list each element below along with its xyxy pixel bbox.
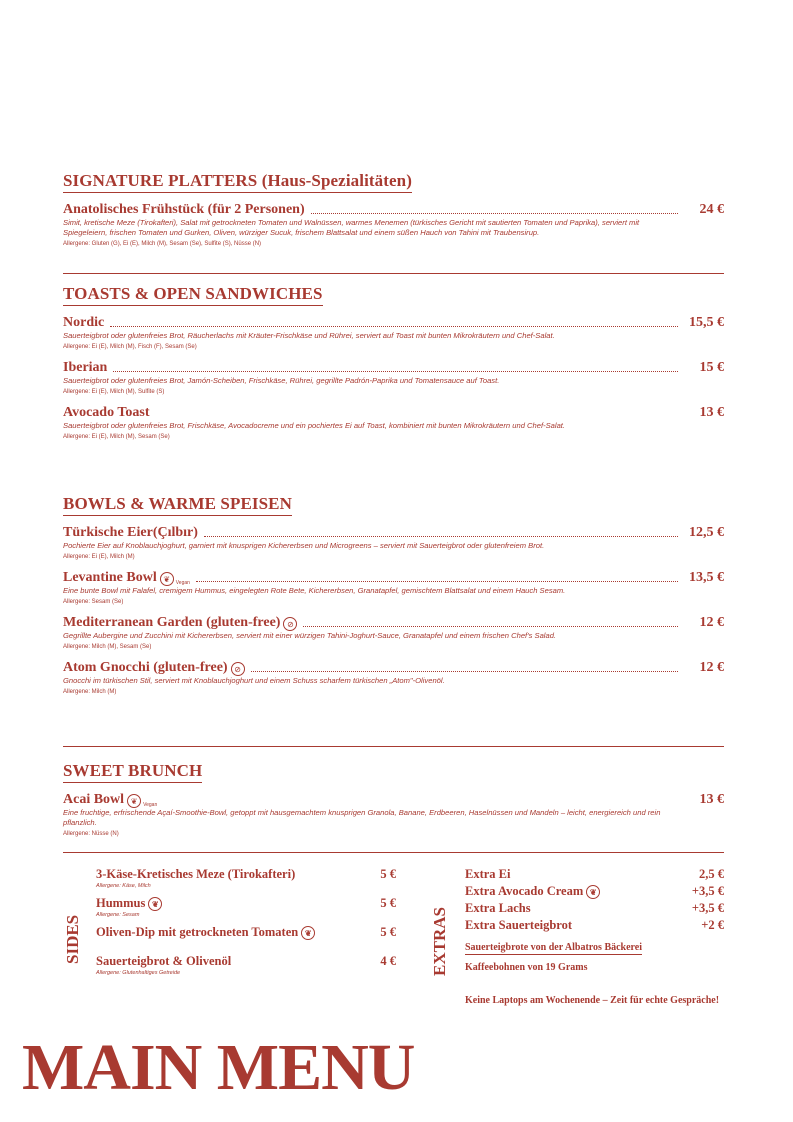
extra-item bbox=[465, 884, 724, 899]
side-allergens: Allergene: Sesam bbox=[96, 912, 140, 919]
section-bowls bbox=[63, 494, 724, 697]
item-price: 13 € bbox=[699, 405, 724, 420]
item-name: Acai Bowl bbox=[63, 792, 125, 807]
item-description: Sauerteigbrot oder glutenfreies Brot, Räucherlachs mit Kräuter-Frischkäse und Rührei, serviert auf Toast mit bunten Mikrokräutern und Chef-Salat. bbox=[63, 331, 555, 340]
side-name: Oliven-Dip mit getrockneten Tomaten bbox=[96, 925, 299, 939]
section-title: BOWLS & WARME SPEISEN bbox=[63, 494, 292, 516]
side-item bbox=[96, 867, 396, 889]
item-description: Pochierte Eier auf Knoblauchjoghurt, garniert mit knusprigen Kichererbsen und Microgreens – serviert mit Sauerteigbrot oder glutenfreiem Brot. bbox=[63, 541, 545, 550]
item-description: Sauerteigbrot oder glutenfreies Brot, Jamón-Scheiben, Frischkäse, Rührei, gegrillte Padrón-Paprika und Tomatensauce auf Toast. bbox=[63, 376, 500, 385]
extras-label: EXTRAS bbox=[430, 907, 449, 976]
extra-price: +2 € bbox=[701, 918, 724, 932]
menu-item bbox=[63, 315, 724, 352]
item-price: 12,5 € bbox=[689, 525, 724, 540]
extra-price: +3,5 € bbox=[691, 884, 724, 898]
item-price: 13 € bbox=[699, 792, 724, 807]
item-price: 13,5 € bbox=[689, 570, 724, 585]
leader-dots bbox=[196, 581, 678, 582]
side-item bbox=[96, 896, 396, 918]
item-allergens: Allergene: Ei (E), Milch (M) bbox=[63, 554, 135, 560]
leader-dots bbox=[155, 416, 678, 417]
leader-dots bbox=[251, 671, 678, 672]
extra-name: Extra Sauerteigbrot bbox=[465, 918, 573, 932]
item-price: 15 € bbox=[699, 360, 724, 375]
leader-dots bbox=[110, 326, 678, 327]
extra-name: Extra Ei bbox=[465, 867, 511, 881]
section-toasts bbox=[63, 284, 724, 442]
menu-item bbox=[63, 405, 724, 442]
divider bbox=[63, 746, 724, 747]
section-signature bbox=[63, 171, 724, 249]
item-name: Türkische Eier(Çılbır) bbox=[63, 525, 198, 540]
item-allergens: Allergene: Sesam (Se) bbox=[63, 599, 124, 605]
side-price: 4 € bbox=[380, 954, 396, 968]
item-name: Atom Gnocchi (gluten-free) bbox=[63, 660, 228, 675]
side-item bbox=[96, 954, 396, 976]
item-name: Anatolisches Frühstück (für 2 Personen) bbox=[63, 202, 305, 217]
item-allergens: Allergene: Gluten (G), Ei (E), Milch (M), Sesam (Se), Sulfite (S), Nüsse (N) bbox=[63, 241, 262, 247]
item-description: Gegrillte Aubergine und Zucchini mit Kichererbsen, serviert mit einer würzigen Tahini-Joghurt-Sauce, Granatapfel und einem frischen Chef's Salad. bbox=[63, 631, 557, 640]
vegan-label: Vegan bbox=[143, 802, 158, 808]
item-price: 12 € bbox=[699, 615, 724, 630]
item-name: Nordic bbox=[63, 315, 105, 330]
extra-name: Extra Lachs bbox=[465, 901, 531, 915]
menu-item bbox=[63, 525, 724, 562]
section-title: TOASTS & OPEN SANDWICHES bbox=[63, 284, 323, 306]
item-name: Iberian bbox=[63, 360, 108, 375]
leader-dots bbox=[163, 803, 678, 804]
extra-item bbox=[465, 918, 724, 933]
vegan-icon: ❦ bbox=[127, 794, 141, 808]
item-allergens: Allergene: Ei (E), Milch (M), Fisch (F), Sesam (Se) bbox=[63, 344, 197, 350]
side-price: 5 € bbox=[380, 867, 396, 881]
leader-dots bbox=[113, 371, 678, 372]
item-allergens: Allergene: Nüsse (N) bbox=[63, 831, 119, 837]
extra-price: +3,5 € bbox=[691, 901, 724, 915]
leader-dots bbox=[311, 213, 678, 214]
item-name: Levantine Bowl bbox=[63, 570, 157, 585]
section-title: SWEET BRUNCH bbox=[63, 761, 202, 783]
sides-label: SIDES bbox=[63, 914, 82, 964]
page-title: MAIN MENU bbox=[22, 1031, 415, 1104]
item-price: 24 € bbox=[699, 202, 724, 217]
side-name: Hummus bbox=[96, 896, 146, 910]
menu-item bbox=[63, 660, 724, 697]
side-price: 5 € bbox=[380, 896, 396, 910]
vegan-icon: ❦ bbox=[301, 926, 315, 940]
side-name: 3-Käse-Kretisches Meze (Tirokafteri) bbox=[96, 867, 296, 881]
leader-dots bbox=[204, 536, 678, 537]
section-brunch bbox=[63, 761, 724, 839]
coffee-note: Kaffeebohnen von 19 Grams bbox=[465, 962, 588, 973]
section-title: SIGNATURE PLATTERS (Haus-Spezialitäten) bbox=[63, 171, 412, 193]
extra-price: 2,5 € bbox=[699, 867, 724, 881]
laptop-note: Keine Laptops am Wochenende – Zeit für echte Gespräche! bbox=[465, 995, 720, 1006]
item-allergens: Allergene: Milch (M) bbox=[63, 689, 117, 695]
bakery-note: Sauerteigbrote von der Albatros Bäckerei bbox=[465, 942, 643, 953]
menu-item bbox=[63, 792, 724, 839]
vegan-icon: ❦ bbox=[160, 572, 174, 586]
item-allergens: Allergene: Ei (E), Milch (M), Sulfite (S) bbox=[63, 389, 165, 395]
divider bbox=[63, 273, 724, 274]
item-price: 12 € bbox=[699, 660, 724, 675]
menu-item bbox=[63, 570, 724, 607]
extra-name: Extra Avocado Cream bbox=[465, 884, 584, 898]
side-allergens: Allergene: Glutenhaltiges Getreide bbox=[96, 970, 181, 976]
item-description: Gnocchi im türkischen Stil, serviert mit Knoblauchjoghurt und einem Schuss scharfem türkischen „Atom"-Olivenöl. bbox=[63, 676, 445, 685]
gluten-free-icon: ⊘ bbox=[283, 617, 297, 631]
side-name: Sauerteigbrot & Olivenöl bbox=[96, 954, 232, 968]
item-name: Mediterranean Garden (gluten-free) bbox=[63, 615, 281, 630]
extra-item bbox=[465, 901, 724, 916]
extra-item bbox=[465, 867, 724, 882]
divider bbox=[63, 852, 724, 853]
side-price: 5 € bbox=[380, 925, 396, 939]
leader-dots bbox=[303, 626, 678, 627]
menu-item bbox=[63, 360, 724, 397]
item-allergens: Allergene: Ei (E), Milch (M), Sesam (Se) bbox=[63, 434, 170, 440]
vegan-icon: ❦ bbox=[586, 885, 600, 899]
vegan-icon: ❦ bbox=[148, 897, 162, 911]
gluten-free-icon: ⊘ bbox=[231, 662, 245, 676]
side-item bbox=[96, 925, 396, 940]
item-description: Eine bunte Bowl mit Falafel, cremigem Hummus, eingelegten Rote Bete, Kichererbsen, Granatapfel, gemischtem Blattsalat und einem Hauch Sesam. bbox=[63, 586, 566, 595]
item-description: Eine fruchtige, erfrischende Açaí-Smoothie-Bowl, getoppt mit hausgemachtem knusprigen Granola, Banane, Erdbeeren, Haselnüssen und Mandeln – leicht, energiereich und rein pflanzlich. bbox=[63, 808, 661, 827]
item-description: Simit, kretische Meze (Tirokafteri), Salat mit getrockneten Tomaten und Walnüssen, warmes Menemen (türkisches Gericht mit sautierten Tomaten und Paprika), serviert mit Spiegeleiern, frischen Tomaten und Gurken, Oliven, würziger Sucuk, frischem Blattsalat und einem süßen Hauch von Tahini mit Traubensirup. bbox=[63, 218, 640, 237]
item-name: Avocado Toast bbox=[63, 405, 150, 420]
item-description: Sauerteigbrot oder glutenfreies Brot, Frischkäse, Avocadocreme und ein pochiertes Ei auf Toast, kombiniert mit bunten Mikrokräutern und Chef-Salat. bbox=[63, 421, 566, 430]
item-allergens: Allergene: Milch (M), Sesam (Se) bbox=[63, 644, 152, 650]
item-price: 15,5 € bbox=[689, 315, 724, 330]
side-allergens: Allergene: Käse, Milch bbox=[96, 883, 151, 889]
menu-item bbox=[63, 202, 724, 249]
menu-item bbox=[63, 615, 724, 652]
vegan-label: Vegan bbox=[175, 580, 190, 586]
